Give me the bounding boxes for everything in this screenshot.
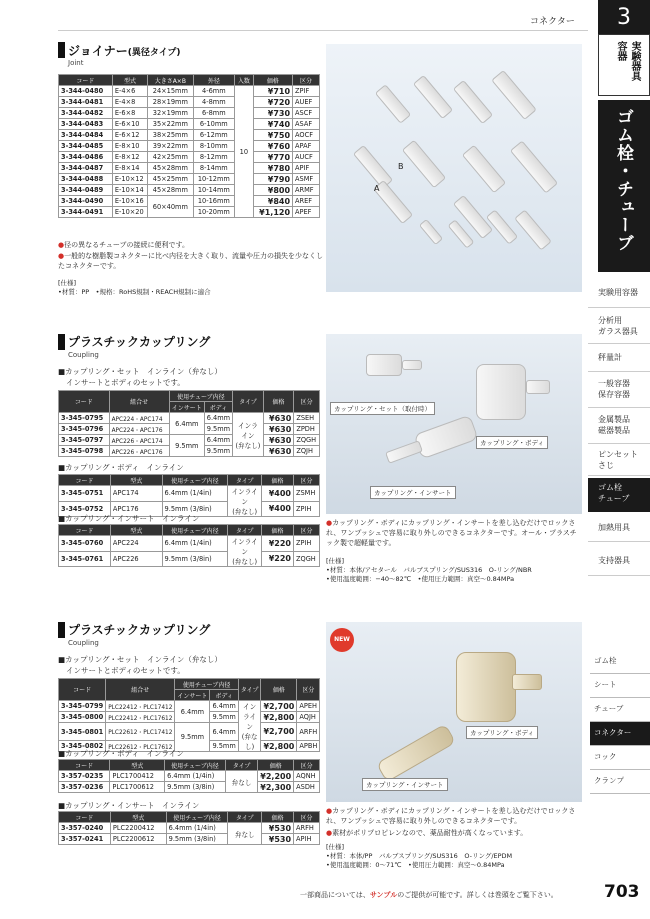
cell-insert: 6.4mm [169,413,204,435]
cell-combo: PLC22612・PLC17412 [106,723,175,741]
cell-tube: 6.4mm (1/4in) [162,486,228,502]
cell-class: ARFH [294,823,320,834]
table-row [59,701,320,712]
cell-insert: 6.4mm [175,701,210,723]
cell-code: 3-344-0486 [59,152,113,163]
cell-od: 6-8mm [193,108,234,119]
sec2-subtitle: Coupling [68,351,99,359]
cell-price: ¥220 [262,536,294,552]
cell-code: 3-345-0752 [59,501,111,517]
cell-price: ¥740 [253,119,292,130]
cell-code: 3-357-0240 [59,823,111,834]
th-price: 価格 [253,75,292,86]
cell-price: ¥630 [263,435,294,446]
photo-label-insert: カップリング・インサート [370,486,456,499]
sec2-spec-label: [仕様] [326,557,345,565]
cell-class: ARFH [297,723,320,741]
cell-class: ASAF [293,119,320,130]
table-row [59,130,320,141]
sec2-title: プラスチックカップリング [68,335,211,349]
chapter-big-label: ゴム栓・チューブ [613,108,633,252]
side-item-4[interactable]: 金属製品 磁器製品 [588,410,650,444]
side2-item-2[interactable]: チューブ [590,698,650,722]
cell-code: 3-345-0751 [59,486,111,502]
cell-code: 3-345-0760 [59,536,111,552]
cell-price: ¥2,700 [261,701,297,712]
cell-class: APBH [297,741,320,752]
th-model: 型式 [112,75,147,86]
cell-class: APIH [294,834,320,845]
cell-model: E-4×6 [112,86,147,97]
table-row [59,141,320,152]
cell-code: 3-345-0795 [59,413,110,424]
cell-size: 35×22mm [148,119,194,130]
cell-class: APIF [293,163,320,174]
cell-price: ¥2,200 [258,771,294,782]
side2-item-0[interactable]: ゴム栓 [590,650,650,674]
sec3-set-desc: インサートとボディのセットです。 [66,666,185,675]
side-item-3[interactable]: 一般容器 保存容器 [588,374,650,408]
cell-code: 3-344-0490 [59,196,113,207]
sec2-bullet-0: ●カップリング・ボディにカップリング・インサートを差し込むだけでロックされ、ワンプッシュで容易に取り外しのできるコネクターです。オール・プラスチック製で超軽量です。 [326,519,577,547]
cell-od: 10-16mm [193,196,234,207]
table-row [59,86,320,97]
sec3-body-title: ■カップリング・ボディ インライン [58,749,184,758]
sec3-title: プラスチックカップリング [68,623,211,637]
cell-price: ¥720 [253,97,292,108]
cell-model: E-8×14 [112,163,147,174]
cell-class: ZSMH [293,486,319,502]
cell-model: APC226 [110,551,162,567]
cell-od: 6-10mm [193,119,234,130]
cell-price: ¥1,120 [253,207,292,218]
cat-b-label: 容器 [615,41,626,61]
sec2-bar [58,334,65,350]
table-row [59,771,320,782]
sec1-bullet-1: ●一般的な樹脂製コネクターに比べ内径を大きく取り、流量や圧力の損失を少なくしたコネクターです。 [58,252,323,270]
cell-class: ZQJH [294,446,320,457]
photo3-label-body: カップリング・ボディ [466,726,538,739]
cell-size: 38×25mm [148,130,194,141]
sec2-body-table: コード 型式 使用チューブ内径 タイプ 価格 区分 3-345-0751 APC174 6.4mm (1/4in) インライン (弁なし) ¥400 ZSMH 3-345-0752 APC176 9.5mm (3/8in) ¥400 ZPIH [58,474,320,517]
table-row [59,435,320,446]
cell-od: 8-12mm [193,152,234,163]
sec1-bar [58,42,65,58]
sec2-insert-title: ■カップリング・インサート インライン [58,514,200,523]
cell-model: APC224 [110,536,162,552]
dim-label-b: B [398,162,404,171]
cell-model: PLC2200412 [110,823,166,834]
cell-body: 9.5mm [204,446,232,457]
cell-insert: 9.5mm [175,723,210,752]
sec3-subtitle: Coupling [68,639,99,647]
cell-class: APEF [293,207,320,218]
cell-model: APC176 [110,501,162,517]
cell-price: ¥710 [253,86,292,97]
cell-class: AOCF [293,130,320,141]
cell-code: 3-345-0800 [59,712,106,723]
cell-class: ZQGH [294,435,320,446]
cell-class: ASMF [293,174,320,185]
th-code: コード [59,75,113,86]
sec2-spec-1: •材質：本体/アセタール バルブスプリング/SUS316 O-リング/NBR [326,566,532,574]
sec3-set-title: ■カップリング・セット インライン（弁なし） [58,655,222,664]
cell-price: ¥400 [262,486,294,502]
sec3-body-table: コード 型式 使用チューブ内径 タイプ 価格 区分 3-357-0235 PLC1700412 6.4mm (1/4in) 弁なし ¥2,200 AQNH 3-357-0236 PLC1700612 9.5mm (3/8in) ¥2,300 ASDH [58,759,320,793]
sec3-spec-label: [仕様] [326,843,345,851]
cell-class: AQNH [294,771,320,782]
cell-tube: 6.4mm (1/4in) [165,771,226,782]
chapter-big-tab[interactable] [598,100,650,272]
side2-item-1[interactable]: シート [590,674,650,698]
cell-class: ZPIF [293,86,320,97]
cell-code: 3-344-0485 [59,141,113,152]
cell-combo: APC226・APC174 [109,435,169,446]
cell-tube: 6.4mm (1/4in) [166,823,228,834]
cell-price: ¥630 [263,424,294,435]
cell-model: PLC1700612 [110,782,165,793]
table-row [59,97,320,108]
cell-combo: APC224・APC174 [109,413,169,424]
cell-code: 3-357-0235 [59,771,110,782]
th-size: 大きさA×B [148,75,194,86]
cell-price: ¥750 [253,130,292,141]
cell-class: ZPDH [294,424,320,435]
cell-price: ¥400 [262,501,294,517]
cell-size: 24×15mm [148,86,194,97]
table-row [59,551,320,567]
sec3-spec-1: •材質：本体/PP バルブスプリング/SUS316 O-リング/EPDM [326,852,513,860]
sec3-bullet-0: ●カップリング・ボディにカップリング・インサートを差し込むだけでロックされ、ワンプッシュで容易に取り外しのできるコネクターです。 [326,807,576,825]
cell-combo: APC226・APC176 [109,446,169,457]
cell-model: E-6×10 [112,119,147,130]
table-row [59,163,320,174]
cell-combo: PLC22412・PLC17612 [106,712,175,723]
cell-price: ¥770 [253,152,292,163]
cell-size: 60×40mm [148,196,194,218]
cell-insert: 9.5mm [169,435,204,457]
cell-size: 45×28mm [148,163,194,174]
cell-price: ¥760 [253,141,292,152]
cell-model: E-10×20 [112,207,147,218]
table-row [59,723,320,741]
photo3-label-insert: カップリング・インサート [362,778,448,791]
cell-price: ¥2,300 [258,782,294,793]
cell-type: インライン (弁なし) [233,413,264,457]
cell-body: 6.4mm [204,435,232,446]
cell-combo: APC224・APC176 [109,424,169,435]
th-od: 外径 [193,75,234,86]
cell-class: ZQGH [293,551,319,567]
cell-class: AREF [293,196,320,207]
table-row [59,536,320,552]
cell-model: E-6×12 [112,130,147,141]
footer-note: 一部商品については、サンプルのご提供が可能です。詳しくは巻頭をご覧下さい。 [300,891,558,899]
cell-class: AUCF [293,152,320,163]
sec3-set-table: コード 組合せ 使用チューブ内径 タイプ 価格 区分 インサート ボディ 3-345-0799 PLC22412・PLC17412 6.4mm 6.4mm インライン (弁なし) ¥2,700 APEH 3-345-0800 PLC22412・PLC17612 9.5mm ¥2,800 AQJH 3-345-0801 PLC22612・PLC17412 9.5mm 6.4mm ¥2,700 ARFH 3-345-0802 PLC22612・PLC17612 9.5mm ¥2,800 APBH [58,678,320,752]
chapter-number: 3 [598,0,650,34]
category-tab[interactable] [598,34,650,96]
header-rule [58,30,588,31]
cell-model: E-10×14 [112,185,147,196]
cell-code: 3-345-0801 [59,723,106,741]
cell-model: E-10×16 [112,196,147,207]
cell-code: 3-344-0480 [59,86,113,97]
cell-size: 45×28mm [148,185,194,196]
photo-label-body: カップリング・ボディ [476,436,548,449]
table-row [59,782,320,793]
cell-body: 9.5mm [210,741,238,752]
cell-class: ASDH [294,782,320,793]
cell-body: 6.4mm [210,701,238,712]
cell-type: インライン (弁なし) [228,536,262,567]
cell-od: 4-6mm [193,86,234,97]
sec3-photo [326,622,582,802]
cell-model: PLC2200612 [110,834,166,845]
cell-class: ZPIH [293,501,319,517]
sec2-insert-table: コード 型式 使用チューブ内径 タイプ 価格 区分 3-345-0760 APC224 6.4mm (1/4in) インライン (弁なし) ¥220 ZPIH 3-345-0761 APC226 9.5mm (3/8in) ¥220 ZQGH [58,524,320,567]
cell-type: インライン (弁なし) [238,701,261,752]
side2-item-5[interactable]: クランプ [590,770,650,794]
cell-od: 10-14mm [193,185,234,196]
cell-code: 3-344-0489 [59,185,113,196]
side-item-1[interactable]: 分析用 ガラス器具 [588,310,650,344]
cell-code: 3-345-0761 [59,551,111,567]
cell-tube: 9.5mm (3/8in) [166,834,228,845]
cell-price: ¥780 [253,163,292,174]
side-item-6[interactable]: ゴム栓 チューブ [588,478,650,512]
cell-class: AQJH [297,712,320,723]
cell-class: ZPIH [293,536,319,552]
cell-class: ARMF [293,185,320,196]
sec3-bullet-1: ●素材がポリプロピレンなので、薬品耐性が高くなっています。 [326,829,528,837]
cell-price: ¥2,800 [261,712,297,723]
cell-tube: 9.5mm (3/8in) [165,782,226,793]
sec1-subtitle: Joint [68,59,84,67]
cell-class: APAF [293,141,320,152]
cell-code: 3-345-0797 [59,435,110,446]
cell-size: 39×22mm [148,141,194,152]
cell-class: APEH [297,701,320,712]
table-row [59,119,320,130]
cat-a-label: 実験器具 [629,41,640,81]
cell-od: 10-12mm [193,174,234,185]
sec3-spec-2: •使用温度範囲：0〜71℃ •使用圧力範囲：真空〜0.84MPa [326,861,505,869]
cell-model: E-10×12 [112,174,147,185]
cell-price: ¥2,800 [261,741,297,752]
side-item-7[interactable]: 加熱用具 [588,514,650,542]
cell-model: E-6×8 [112,108,147,119]
table-row [59,413,320,424]
sec1-photo [326,44,582,292]
cell-code: 3-344-0482 [59,108,113,119]
side2-item-4[interactable]: コック [590,746,650,770]
header-category: コネクター [530,17,575,27]
cell-type: 弁なし [228,823,262,845]
cell-tube: 9.5mm (3/8in) [162,501,228,517]
cell-model: E-8×10 [112,141,147,152]
sec2-photo [326,334,582,514]
cell-code: 3-345-0799 [59,701,106,712]
dim-label-a: A [374,184,380,193]
sec1-spec-label: [仕様] [58,279,77,287]
cell-price: ¥630 [263,413,294,424]
sec2-set-table: コード 組合せ 使用チューブ内径 タイプ 価格 区分 インサート ボディ 3-345-0795 APC224・APC174 6.4mm 6.4mm インライン (弁なし) ¥630 ZSEH 3-345-0796 APC224・APC176 9.5mm ¥630 ZPDH 3-345-0797 APC226・APC174 9.5mm 6.4mm ¥630 ZQGH 3-345-0798 APC226・APC176 9.5mm ¥630 ZQJH [58,390,320,457]
cell-price: ¥840 [253,196,292,207]
cell-price: ¥220 [262,551,294,567]
cell-class: ASCF [293,108,320,119]
cell-body: 9.5mm [210,712,238,723]
sec2-body-title: ■カップリング・ボディ インライン [58,463,184,472]
cell-code: 3-344-0488 [59,174,113,185]
sec3-bar [58,622,65,638]
cell-body: 9.5mm [204,424,232,435]
cell-class: ZSEH [294,413,320,424]
sec3-insert-title: ■カップリング・インサート インライン [58,801,200,810]
cell-code: 3-345-0796 [59,424,110,435]
sec2-set-desc: インサートとボディのセットです。 [66,378,185,387]
table-row [59,834,320,845]
cell-size: 45×25mm [148,174,194,185]
cell-tube: 9.5mm (3/8in) [162,551,228,567]
side-item-5[interactable]: ピンセット さじ [588,446,650,476]
cell-tube: 6.4mm (1/4in) [162,536,228,552]
cell-combo: PLC22412・PLC17412 [106,701,175,712]
side-item-8[interactable]: 支持器具 [588,546,650,576]
sec2-spec-2: •使用温度範囲：−40〜82℃ •使用圧力範囲：真空〜0.84MPa [326,575,515,583]
cell-code: 3-357-0241 [59,834,111,845]
table-row [59,185,320,196]
cell-qty: 10 [235,86,254,218]
cell-code: 3-357-0236 [59,782,110,793]
cell-code: 3-344-0491 [59,207,113,218]
cell-body: 6.4mm [204,413,232,424]
cell-od: 8-10mm [193,141,234,152]
cell-price: ¥730 [253,108,292,119]
cell-code: 3-344-0487 [59,163,113,174]
cell-price: ¥530 [262,823,294,834]
sec1-table [58,74,320,218]
cell-od: 6-12mm [193,130,234,141]
th-qty: 入数 [235,75,254,86]
page-number: 703 [604,882,640,902]
table-row [59,152,320,163]
cell-model: APC174 [110,486,162,502]
cell-price: ¥800 [253,185,292,196]
cell-size: 28×19mm [148,97,194,108]
cell-combo: PLC22612・PLC17612 [106,741,175,752]
cell-od: 8-14mm [193,163,234,174]
side-item-2[interactable]: 秤量計 [588,346,650,372]
cell-price: ¥790 [253,174,292,185]
cell-code: 3-345-0802 [59,741,106,752]
sec1-title: ジョイナー(異径タイプ) [68,44,181,58]
cell-code: 3-344-0484 [59,130,113,141]
table-row [59,823,320,834]
cell-type: 弁なし [225,771,257,793]
cell-model: PLC1700412 [110,771,165,782]
side2-item-3[interactable]: コネクター [590,722,650,746]
sec1-spec: •材質：PP •規格：RoHS規制・REACH規制に適合 [58,288,211,296]
table-row [59,196,320,207]
table-row [59,174,320,185]
cell-od: 10-20mm [193,207,234,218]
cell-price: ¥630 [263,446,294,457]
th-class: 区分 [293,75,320,86]
sec2-set-title: ■カップリング・セット インライン（弁なし） [58,367,222,376]
new-badge: NEW [330,628,354,652]
table-row [59,108,320,119]
cell-model: E-4×8 [112,97,147,108]
cell-od: 4-8mm [193,97,234,108]
cell-class: AUEF [293,97,320,108]
table-row [59,486,320,502]
sec1-bullet-0: ●径の異なるチューブの接続に便利です。 [58,241,189,249]
cell-body: 6.4mm [210,723,238,741]
cell-size: 42×25mm [148,152,194,163]
cell-model: E-8×12 [112,152,147,163]
cell-size: 32×19mm [148,108,194,119]
side-item-0[interactable]: 実験用容器 [588,282,650,308]
cell-price: ¥2,700 [261,723,297,741]
cell-price: ¥530 [262,834,294,845]
cell-type: インライン (弁なし) [228,486,262,517]
cell-code: 3-345-0798 [59,446,110,457]
sec3-insert-table: コード 型式 使用チューブ内径 タイプ 価格 区分 3-357-0240 PLC2200412 6.4mm (1/4in) 弁なし ¥530 ARFH 3-357-0241 PLC2200612 9.5mm (3/8in) ¥530 APIH [58,811,320,845]
cell-code: 3-344-0481 [59,97,113,108]
photo-label-set: カップリング・セット（取付時） [330,402,435,415]
cell-code: 3-344-0483 [59,119,113,130]
